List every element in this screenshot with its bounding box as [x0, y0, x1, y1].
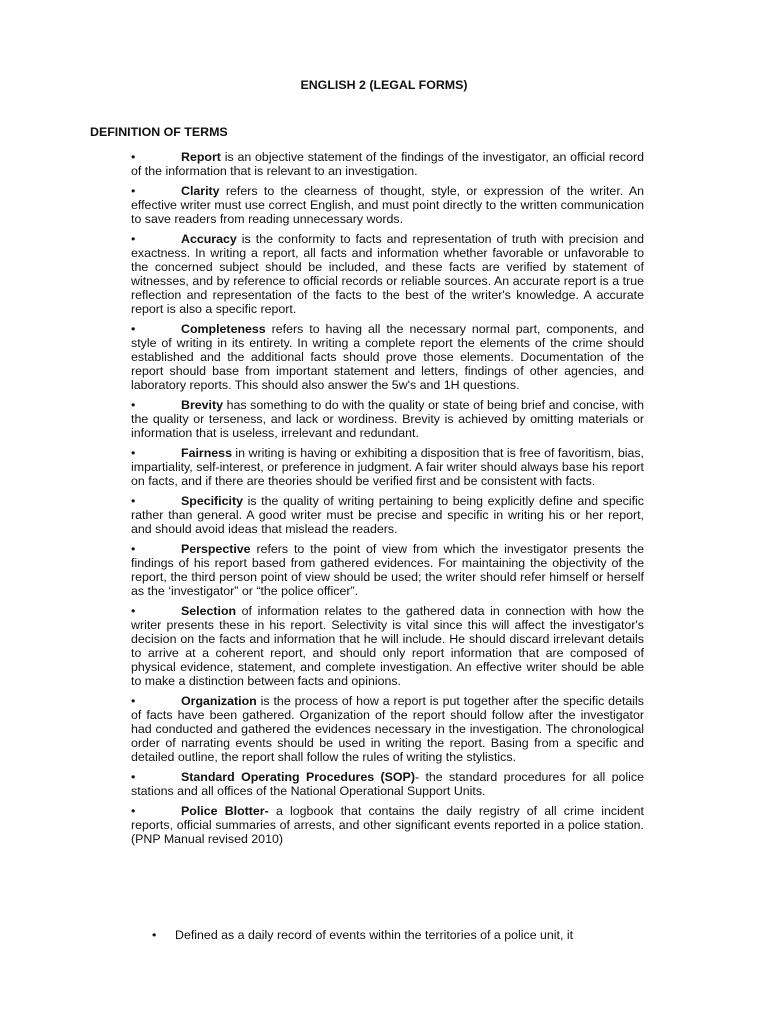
bullet-icon: • — [131, 494, 136, 508]
definition-fairness — [131, 446, 644, 488]
definition-specificity — [131, 494, 644, 536]
document-title: ENGLISH 2 (LEGAL FORMS) — [300, 78, 468, 92]
bullet-icon: • — [131, 604, 136, 618]
term: Organization — [181, 694, 257, 708]
definition-selection — [131, 604, 644, 688]
term: Accuracy — [181, 232, 237, 246]
bullet-icon: • — [152, 928, 157, 942]
bullet-icon: • — [131, 184, 136, 198]
term: Report — [181, 150, 221, 164]
definition-text: is the quality of writing pertaining to being explicitly define and specific rather than general. A good writer must be precise and specific in writing his or her report, and should avoid ideas that mislead the readers. — [131, 494, 644, 536]
definition-sop — [131, 770, 644, 798]
sub-bullet-item — [152, 928, 644, 942]
definition-list — [131, 150, 644, 852]
bullet-icon: • — [131, 150, 136, 164]
definition-text: - the standard procedures for all police stations and all offices of the National Operational Support Units. — [131, 770, 644, 798]
definition-text: has something to do with the quality or state of being brief and concise, with the quality or terseness, and lack or wordiness. Brevity is achieved by omitting materials or information that is useless, irrelevant and redundant. — [131, 398, 644, 440]
definition-text: refers to the point of view from which the investigator presents the findings of his report based from gathered evidences. For maintaining the objectivity of the report, the third person point of view should be used; the writer should refer himself or herself as the ‘investigator” or “the police officer”. — [131, 542, 644, 598]
definition-organization — [131, 694, 644, 764]
term: Police Blotter- — [181, 804, 269, 818]
definition-text: in writing is having or exhibiting a disposition that is free of favoritism, bias, impartiality, self-interest, or preference in judgment. A fair writer should always base his report on facts, and if there are theories should be verified first and be consistent with facts. — [131, 446, 644, 488]
term: Specificity — [181, 494, 243, 508]
definition-report — [131, 150, 644, 178]
bullet-icon: • — [131, 446, 136, 460]
term: Selection — [181, 604, 237, 618]
definition-perspective — [131, 542, 644, 598]
bullet-icon: • — [131, 804, 136, 818]
definition-text: of information relates to the gathered data in connection with how the writer presents these in his report. Selectivity is vital since this will affect the investigator's decision on the facts and information that he will include. He should discard irrelevant details to arrive at a coherent report, and should only report information that are composed of physical evidence, statement, and complete investigation. An effective writer should be able to make a distinction between facts and opinions. — [131, 604, 644, 688]
definition-completeness — [131, 322, 644, 392]
definition-clarity — [131, 184, 644, 226]
term: Completeness — [181, 322, 266, 336]
sub-bullet-text: Defined as a daily record of events within the territories of a police unit, it — [175, 928, 574, 942]
definition-text: refers to having all the necessary normal part, components, and style of writing in its entirety. In writing a complete report the elements of the crime should established and the additional facts should prove those elements. Documentation of the report should base from important statement and letters, findings of other agencies, and laboratory reports. This should also answer the 5w's and 1H questions. — [131, 322, 644, 392]
section-heading: DEFINITION OF TERMS — [90, 125, 228, 139]
term: Standard Operating Procedures (SOP) — [181, 770, 415, 784]
definition-text: is an objective statement of the findings of the investigator, an official record of the information that is relevant to an investigation. — [131, 150, 644, 178]
definition-text: a logbook that contains the daily registry of all crime incident reports, official summaries of arrests, and other significant events reported in a police station. (PNP Manual revised 2010) — [131, 804, 644, 846]
bullet-icon: • — [131, 694, 136, 708]
term: Perspective — [181, 542, 251, 556]
term: Clarity — [181, 184, 220, 198]
definition-text: is the conformity to facts and representation of truth with precision and exactness. In writing a report, all facts and information whether favorable or unfavorable to the concerned subject should be included, and these facts are verified by statement of witnesses, and by reference to official records or reliable sources. An accurate report is a true reflection and representation of the facts to the best of the writer's knowledge. A accurate report is also a specific report. — [131, 232, 644, 316]
term: Brevity — [181, 398, 224, 412]
bullet-icon: • — [131, 398, 136, 412]
definition-brevity — [131, 398, 644, 440]
definition-text: refers to the clearness of thought, style, or expression of the writer. An effective writer must use correct English, and must point directly to the written communication to save readers from reading unnecessary words. — [131, 184, 644, 226]
definition-accuracy — [131, 232, 644, 316]
bullet-icon: • — [131, 542, 136, 556]
bullet-icon: • — [131, 322, 136, 336]
bullet-icon: • — [131, 770, 136, 784]
term: Fairness — [181, 446, 232, 460]
definition-police-blotter — [131, 804, 644, 846]
bullet-icon: • — [131, 232, 136, 246]
definition-text: is the process of how a report is put together after the specific details of facts have been gathered. Organization of the report should follow after the investigator had conducted and gathered the evidences necessary in the investigation. The chronological order of narrating events should be used in writing the report. Basing from a specific and detailed outline, the report shall follow the rules of writing the stylistics. — [131, 694, 644, 764]
